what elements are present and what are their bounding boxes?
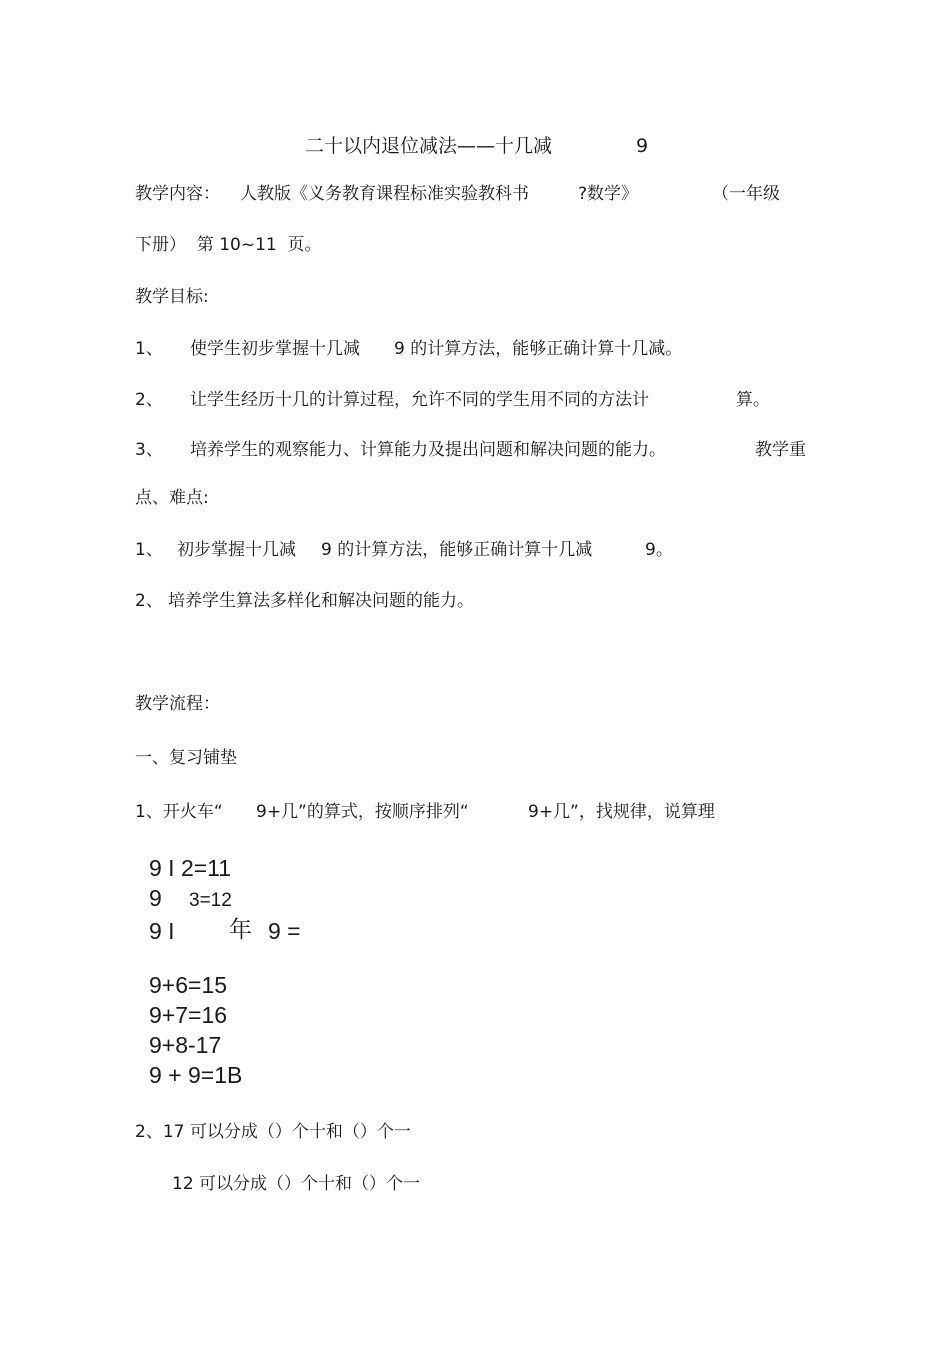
key-point-number: 1、: [135, 540, 163, 560]
goal-text: 教学重: [755, 440, 806, 460]
key-point-text: 9。: [645, 540, 673, 560]
page-title-number: 9: [636, 135, 649, 157]
goal-text: 让学生经历十几的计算过程，允许不同的学生用不同的方法计: [190, 390, 649, 410]
equation: 9 I: [149, 918, 175, 944]
key-points-label: 点、难点:: [135, 488, 209, 508]
task-text: 9+几”的算式，按顺序排列“: [256, 802, 469, 822]
key-point-text: 9 的计算方法，能够正确计算十几减: [321, 540, 593, 560]
goal-text: 培养学生的观察能力、计算能力及提出问题和解决问题的能力。: [190, 440, 666, 460]
task-text: 9+几”，找规律，说算理: [528, 802, 715, 822]
task-text: 1、开火车“: [135, 802, 223, 822]
goals-label: 教学目标:: [135, 287, 209, 307]
key-point-number: 2、: [135, 591, 163, 611]
content-label: 教学内容：: [135, 184, 220, 204]
goal-text: 算。: [736, 390, 770, 410]
goal-text: 使学生初步掌握十几减: [190, 339, 360, 359]
goal-text: 9 的计算方法，能够正确计算十几减。: [394, 339, 683, 359]
equation: 9 =: [268, 918, 301, 944]
task-text: 12 可以分成（）个十和（）个一: [172, 1174, 421, 1194]
task-text: 2、17 可以分成（）个十和（）个一: [135, 1122, 411, 1142]
equation: 9: [149, 885, 162, 911]
equation: 3=12: [189, 890, 232, 911]
page-title: 二十以内退位减法——十几减: [305, 135, 553, 157]
equation: 9+8-17: [149, 1032, 222, 1058]
section-heading: 一、复习铺垫: [135, 748, 237, 768]
equation: 9 + 9=1B: [149, 1062, 243, 1088]
key-point-text: 初步掌握十几减: [177, 540, 296, 560]
content-pages: 下册） 第 10~11 页。: [135, 235, 322, 255]
equation: 9+6=15: [149, 972, 228, 998]
goal-number: 1、: [135, 339, 163, 359]
equation: 9+7=16: [149, 1002, 228, 1028]
content-book: 人教版《义务教育课程标准实验教科书: [240, 184, 529, 204]
content-subject: ?数学》: [578, 184, 639, 204]
goal-number: 3、: [135, 440, 163, 460]
equation: 年: [229, 916, 252, 942]
process-label: 教学流程：: [135, 694, 220, 714]
equation: 9 I 2=11: [149, 855, 232, 881]
content-grade: （一年级: [712, 184, 780, 204]
key-point-text: 培养学生算法多样化和解决问题的能力。: [168, 591, 474, 611]
goal-number: 2、: [135, 390, 163, 410]
